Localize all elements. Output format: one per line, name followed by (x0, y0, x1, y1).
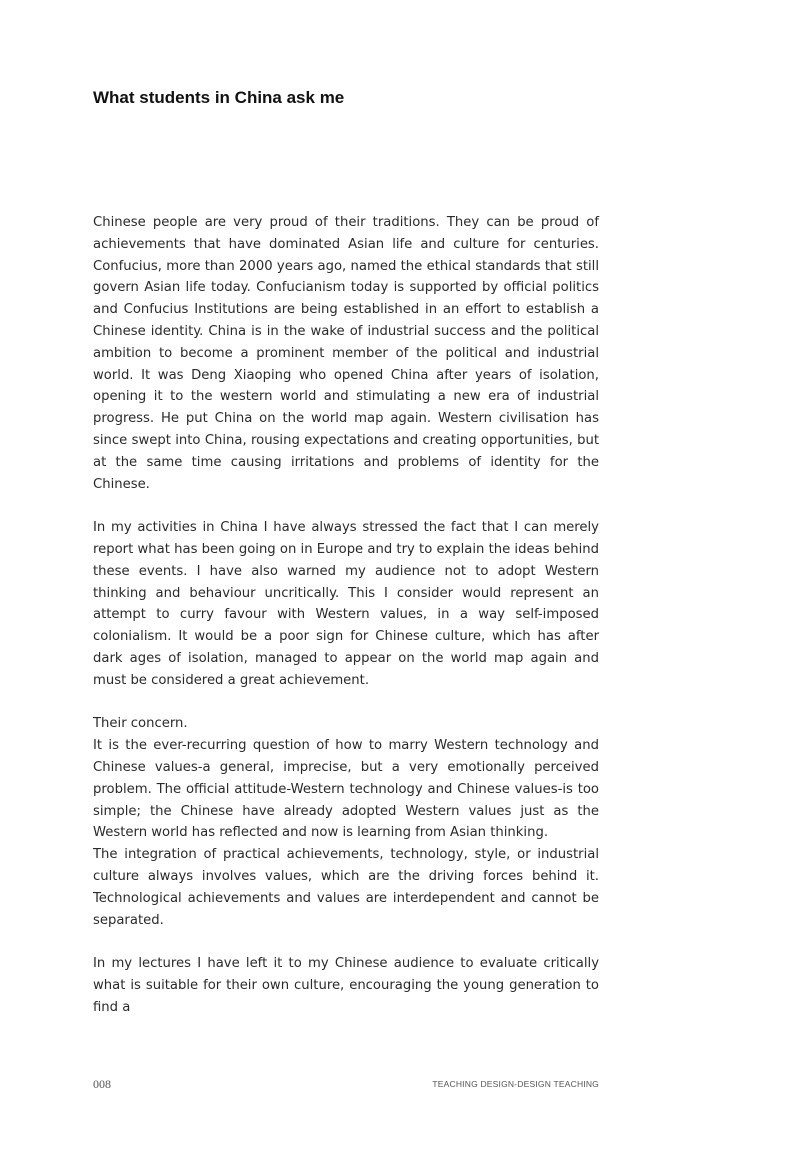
page-number: 008 (93, 1077, 111, 1091)
paragraph-western-technology: It is the ever-recurring question of how to marry Western technology and Chinese values-a general, imprecise, but a very emotionally perceived problem. The official attitude-Western technology and Chinese values-is too simple; the Chinese have already adopted Western values just as the Western world has reflected and now is learning from Asian thinking. (93, 738, 599, 841)
paragraph-concern-heading: Their concern. (93, 716, 188, 732)
paragraph-activities: In my activities in China I have always stressed the fact that I can merely report what has been going on in Europe and try to explain the ideas behind these events. I have also warned my audience not to adopt Western thinking and behaviour uncritically. This I consider would represent an attempt to curry favour with Western values, in a way self-imposed colonialism. It would be a poor sign for Chinese culture, which has after dark ages of isolation, managed to appear on the world map again and must be considered a great achievement. (93, 520, 599, 688)
running-title: TEACHING DESIGN-DESIGN TEACHING (432, 1079, 599, 1089)
article-body (93, 212, 599, 1018)
paragraph-integration: The integration of practical achievements, technology, style, or industrial culture always involves values, which are the driving forces behind it. Technological achievements and values are interdependent and cannot be separated. (93, 847, 599, 928)
paragraph-lectures: In my lectures I have left it to my Chinese audience to evaluate critically what is suitable for their own culture, encouraging the young generation to find a (93, 956, 599, 1015)
page-title: What students in China ask me (93, 88, 345, 107)
paragraph-traditions: Chinese people are very proud of their traditions. They can be proud of achievements that have dominated Asian life and culture for centuries. Confucius, more than 2000 years ago, named the ethical standards that still govern Asian life today. Confucianism today is supported by official politics and Confucius Institutions are being established in an effort to establish a Chinese identity. China is in the wake of industrial success and the political ambition to become a prominent member of the political and industrial world. It was Deng Xiaoping who opened China after years of isolation, opening it to the western world and stimulating a new era of industrial progress. He put China on the world map again. Western civilisation has since swept into China, rousing expectations and creating opportunities, but at the same time causing irritations and problems of identity for the Chinese. (93, 215, 599, 492)
